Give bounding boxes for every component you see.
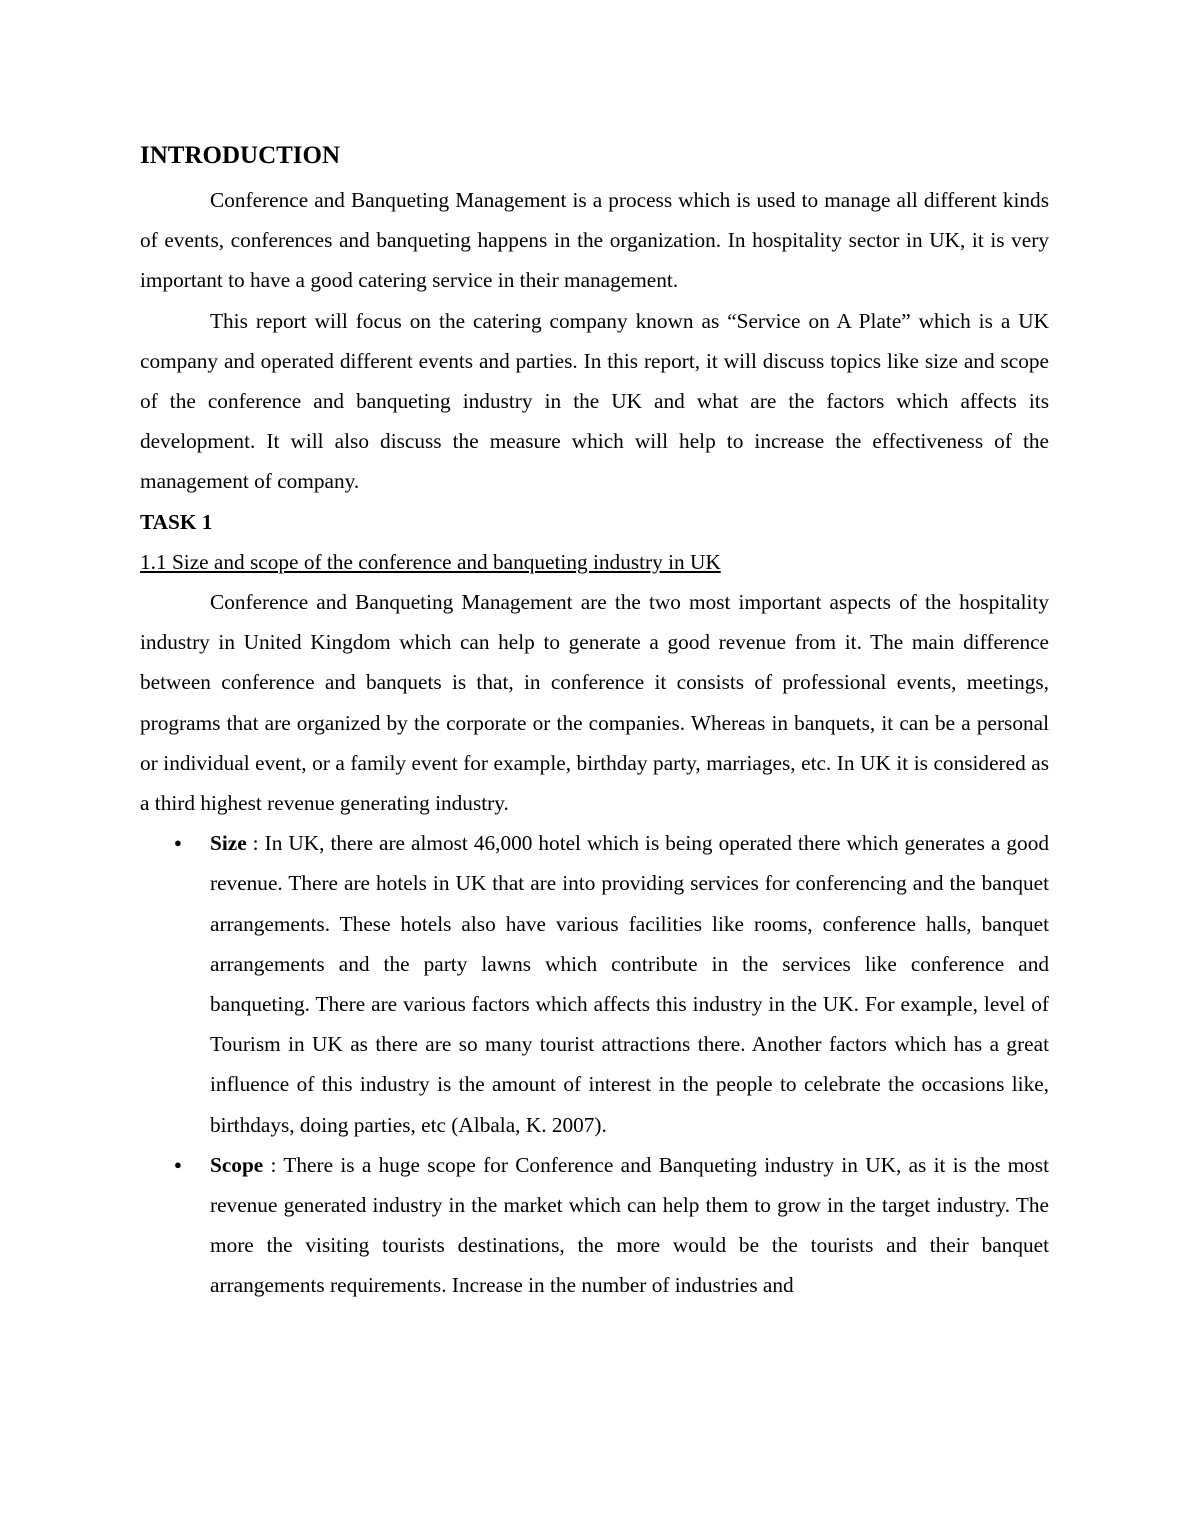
paragraph: This report will focus on the catering company known as “Service on A Plate” which is a UK company and operated different events and parties. In this report, it will discuss topics like size and scope of the conference and banqueting industry in the UK and what are the factors which affects its development. It will also discuss the measure which will help to increase the effectiveness of the management of company. [140, 308, 1049, 494]
section-heading: INTRODUCTION [140, 142, 341, 169]
bullet-term: Scope [210, 1152, 264, 1177]
list-item [210, 1145, 1049, 1306]
task-heading: TASK 1 [140, 509, 213, 534]
paragraph: Conference and Banqueting Management is a process which is used to manage all different kinds of events, conferences and banqueting happens in the organization. In hospitality sector in UK, it is very important to have a good catering service in their management. [140, 188, 1049, 293]
bullet-term: Size [210, 831, 247, 856]
subheading: 1.1 Size and scope of the conference and banqueting industry in UK [140, 549, 721, 574]
list-item [210, 823, 1049, 1145]
document-body [140, 138, 1049, 1306]
paragraph: Conference and Banqueting Management are the two most important aspects of the hospitality industry in United Kingdom which can help to generate a good revenue from it. The main difference between conference and banquets is that, in conference it consists of professional events, meetings, programs that are organized by the corporate or the companies. Whereas in banquets, it can be a personal or individual event, or a family event for example, birthday party, marriages, etc. In UK it is considered as a third highest revenue generating industry. [140, 590, 1049, 816]
bullet-text: : There is a huge scope for Conference and Banqueting industry in UK, as it is the most revenue generated industry in the market which can help them to grow in the target industry. The more the visiting tourists destinations, the more would be the tourists and their banquet arrangements requirements. Increase in the number of industries and [210, 1152, 1049, 1298]
bullet-list [140, 823, 1049, 1305]
bullet-text: : In UK, there are almost 46,000 hotel which is being operated there which generates a good revenue. There are hotels in UK that are into providing services for conferencing and the banquet arrangements. These hotels also have various facilities like rooms, conference halls, banquet arrangements and the party lawns which contribute in the services like conference and banqueting. There are various factors which affects this industry in the UK. For example, level of Tourism in UK as there are so many tourist attractions there. Another factors which has a great influence of this industry is the amount of interest in the people to celebrate the occasions like, birthdays, doing parties, etc (Albala, K. 2007). [210, 831, 1049, 1137]
